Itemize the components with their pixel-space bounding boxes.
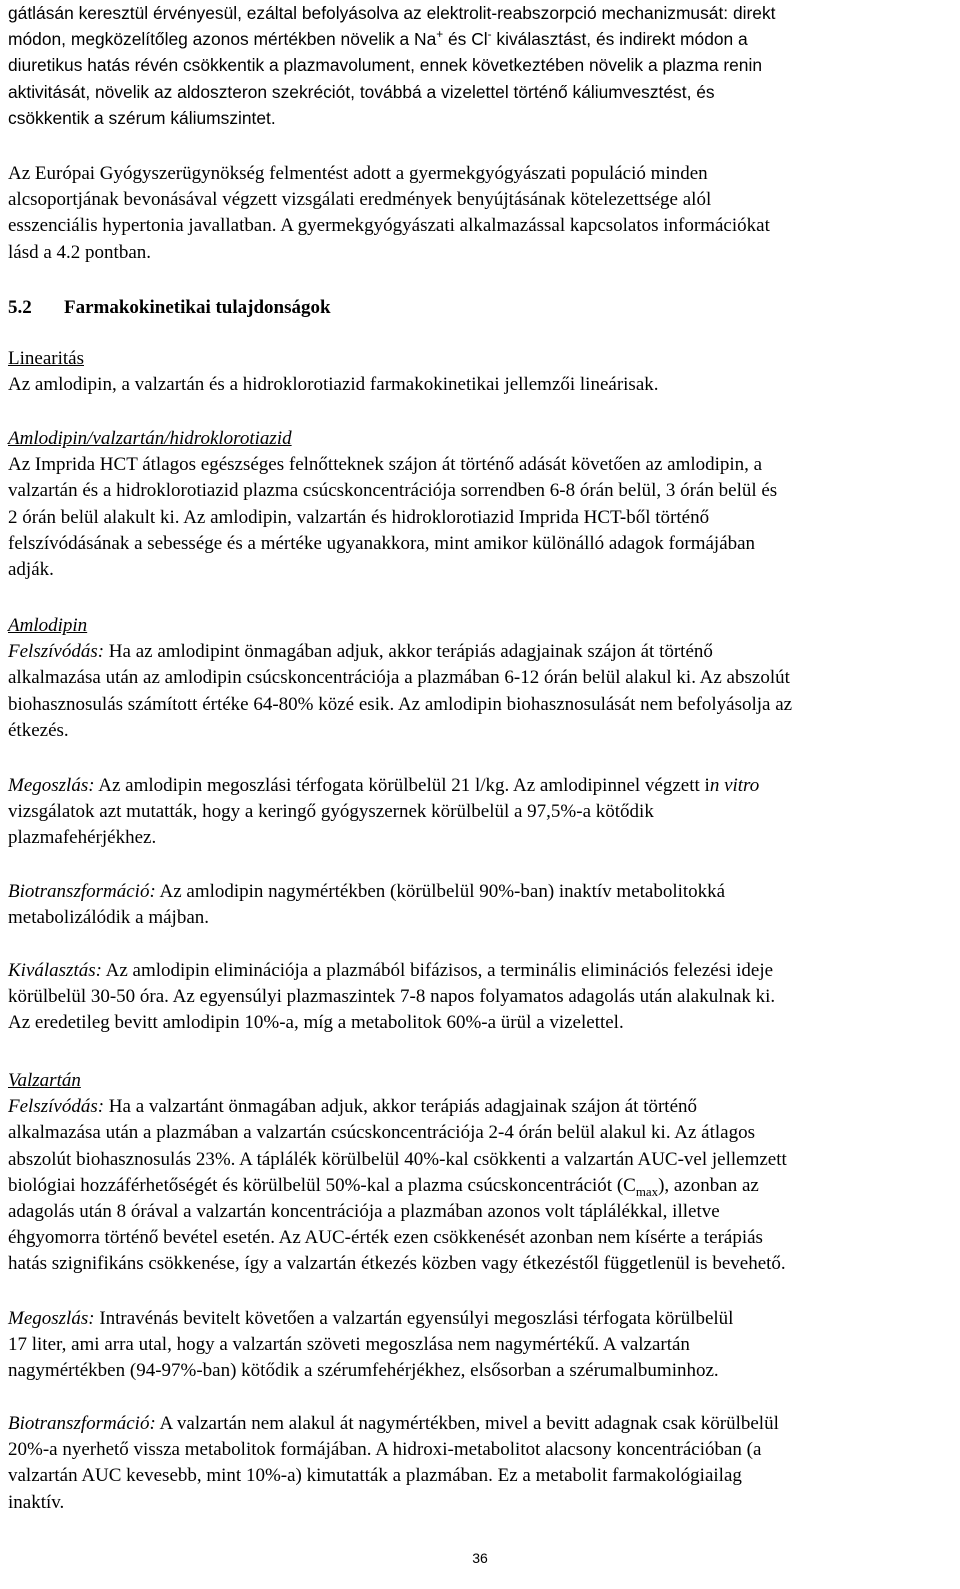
- distribution-label: Megoszlás:: [8, 1308, 95, 1329]
- valsartan-biotransformation: [8, 1411, 779, 1516]
- text-line: felszívódásának a sebessége és a mértéke ugyanakkora, mint amikor különálló adagok formájában: [8, 532, 756, 554]
- amlodipine-distribution: [8, 773, 759, 852]
- distribution-label: Megoszlás:: [8, 775, 95, 796]
- text-line: adagolás után 8 órával a valzartán koncentrációja a plazmában azonos volt táplálékkal, illetve: [8, 1201, 720, 1223]
- text-line: alkalmazása után a plazmában a valzartán csúcskoncentrációja 2-4 órán belül alakul ki.: [8, 1122, 675, 1144]
- text-line: Az Európai Gyógyszerügynökség felmentést adott a gyermekgyógyászati populáció minden: [8, 163, 708, 184]
- text-line: körülbelül 30-50 óra.: [8, 986, 173, 1008]
- text-line: lásd a 4.2 pontban.: [8, 241, 152, 263]
- text-line: kiválasztást, és indirekt módon a: [491, 29, 748, 50]
- text-line: Intravénás bevitelt követően a valzartán egyensúlyi megoszlási térfogata körülbelül: [94, 1308, 734, 1329]
- text-line: abszolút biohasznosulás 23%.: [8, 1148, 240, 1170]
- superscript: +: [436, 27, 444, 42]
- text-line: A táplálék körülbelül 40%-kal csökkenti a valzartán AUC-vel jellemzett: [239, 1148, 787, 1170]
- amlodipine-elimination: [8, 958, 775, 1037]
- text-line: Az Imprida HCT átlagos egészséges felnőtteknek szájon át történő adását követően az amlodipin, a: [8, 454, 763, 476]
- text-line: Az abszolút: [699, 667, 790, 689]
- text-line: Ez a metabolit farmakológiailag: [497, 1465, 742, 1487]
- text-line: Az eredetileg bevitt amlodipin 10%-a, míg a metabolitok 60%-a ürül a vizelettel.: [8, 1012, 624, 1034]
- ema-paragraph: [8, 161, 770, 266]
- text-line: éhgyomorra történő bevétel esetén.: [8, 1227, 279, 1249]
- elimination-label: Kiválasztás:: [8, 960, 102, 981]
- text-line: csökkentik a szérum káliumszintet.: [8, 107, 276, 128]
- text-line: biohasznosulás számított értéke 64-80% közé esik.: [8, 693, 398, 715]
- text-line: valzartán és a hidroklorotiazid plazma csúcskoncentrációja sorrendben 6-8 órán belül, 3 órán belül és: [8, 480, 778, 502]
- text-line: A valzartán nem alakul át nagymértékben, mivel a bevitt adagnak csak körülbelül: [155, 1413, 779, 1434]
- valsartan-absorption: [8, 1068, 787, 1278]
- text-line: Az amlodipin eliminációja a plazmából bifázisos, a terminális eliminációs felezési ideje: [101, 960, 774, 981]
- text-line: 2 órán belül alakult ki.: [8, 506, 184, 528]
- text-line: hatás szignifikáns csökkenése, így a valzartán étkezés közben vagy étkezéstől függetlenül is bevehető.: [8, 1253, 786, 1275]
- text-line: Az AUC-érték ezen csökkenését azonban nem kísérte a terápiás: [278, 1227, 763, 1249]
- absorption-label: Felszívódás:: [8, 1096, 105, 1118]
- subscript: max: [635, 1183, 659, 1199]
- text-line: Ha az amlodipint önmagában adjuk, akkor terápiás adagjainak szájon át történő: [104, 641, 713, 663]
- text-line: Az amlodipin nagymértékben (körülbelül 90%-ban) inaktív metabolitokká: [155, 881, 726, 902]
- text-line: és Cl: [443, 29, 488, 50]
- text-line: adják.: [8, 559, 54, 581]
- valsartan-heading: Valzartán: [8, 1070, 81, 1091]
- text-line: 20%-a nyerhető vissza metabolitok formájában.: [8, 1439, 376, 1461]
- intro-paragraph: [8, 0, 776, 131]
- superscript: -: [487, 27, 492, 42]
- text-line: ), azonban az: [658, 1174, 759, 1196]
- combination-heading: Amlodipin/valzartán/hidroklorotiazid: [8, 428, 292, 449]
- text-line: valzartán AUC kevesebb, mint 10%-a) kimutatták a plazmában.: [8, 1465, 498, 1487]
- text-line: diuretikus hatás révén csökkentik a plazmavolument, ennek következtében növelik a plazma renin: [8, 55, 763, 76]
- text-line: A hidroxi-metabolitot alacsony koncentrációban (a: [375, 1439, 762, 1461]
- text-line: Az amlodipin megoszlási térfogata körülbelül 21 l/kg. Az amlodipinnel végzett i: [94, 775, 710, 796]
- linearity-block: [8, 346, 659, 398]
- section-title: Farmakokinetikai tulajdonságok: [64, 297, 331, 318]
- linearity-heading: Linearitás: [8, 348, 84, 369]
- text-line: n vitro: [709, 775, 760, 796]
- biotransformation-label: Biotranszformáció:: [8, 881, 156, 902]
- text-line: A valzartán: [602, 1334, 690, 1356]
- text-line: biológiai hozzáférhetőségét és körülbelül 50%-kal a plazma csúcskoncentrációt (C: [8, 1174, 636, 1196]
- text-line: aktivitását, növelik az aldoszteron szekréciót, továbbá a vizelettel történő káliumvesztést, és: [8, 81, 715, 102]
- text-line: vizsgálatok azt mutatták, hogy a keringő gyógyszernek körülbelül a 97,5%-a kötődik: [8, 801, 654, 823]
- absorption-label: Felszívódás:: [8, 641, 105, 663]
- text-line: Az amlodipin, valzartán és hidroklorotiazid Imprida HCT-ből történő: [183, 506, 710, 528]
- text-line: plazmafehérjékhez.: [8, 827, 157, 849]
- amlodipine-biotransformation: [8, 879, 725, 931]
- text-line: módon, megközelítőleg azonos mértékben növelik a Na: [8, 29, 437, 50]
- page-number: 36: [472, 1550, 488, 1566]
- text-line: A gyermekgyógyászati alkalmazással kapcsolatos információkat: [280, 215, 770, 237]
- text-line: 17 liter, ami arra utal, hogy a valzartán szöveti megoszlása nem nagymértékű.: [8, 1334, 603, 1356]
- text-line: étkezés.: [8, 719, 69, 741]
- text-line: Az amlodipin, a valzartán és a hidroklorotiazid farmakokinetikai jellemzői lineárisak.: [8, 374, 659, 396]
- text-line: nagymértékben (94-97%-ban) kötődik a szérumfehérjékhez, elsősorban a szérumalbuminhoz.: [8, 1360, 719, 1382]
- text-line: Az átlagos: [674, 1122, 756, 1144]
- section-heading: [8, 295, 331, 321]
- text-line: alkalmazása után az amlodipin csúcskoncentrációja a plazmában 6-12 órán belül alakul ki.: [8, 667, 700, 689]
- section-number: 5.2: [8, 297, 32, 318]
- text-line: Az egyensúlyi plazmaszintek 7-8 napos folyamatos adagolás után alakulnak ki.: [172, 986, 776, 1008]
- amlodipine-heading: Amlodipin: [8, 615, 88, 636]
- biotransformation-label: Biotranszformáció:: [8, 1413, 156, 1434]
- text-line: alcsoportjának bevonásával végzett vizsgálati eredmények benyújtásának kötelezettsége alól: [8, 189, 712, 211]
- text-line: inaktív.: [8, 1491, 65, 1513]
- text-line: esszenciális hypertonia javallatban.: [8, 215, 281, 237]
- text-line: gátlásán keresztül érvényesül, ezáltal befolyásolva az elektrolit-reabszorpció mechanizmusát: direkt: [8, 3, 776, 23]
- combination-block: [8, 426, 777, 583]
- valsartan-distribution: [8, 1306, 733, 1385]
- text-line: metabolizálódik a májban.: [8, 907, 210, 929]
- amlodipine-absorption: [8, 613, 792, 744]
- text-line: Az amlodipin biohasznosulását nem befolyásolja az: [397, 693, 793, 715]
- text-line: Ha a valzartánt önmagában adjuk, akkor terápiás adagjainak szájon át történő: [104, 1096, 698, 1118]
